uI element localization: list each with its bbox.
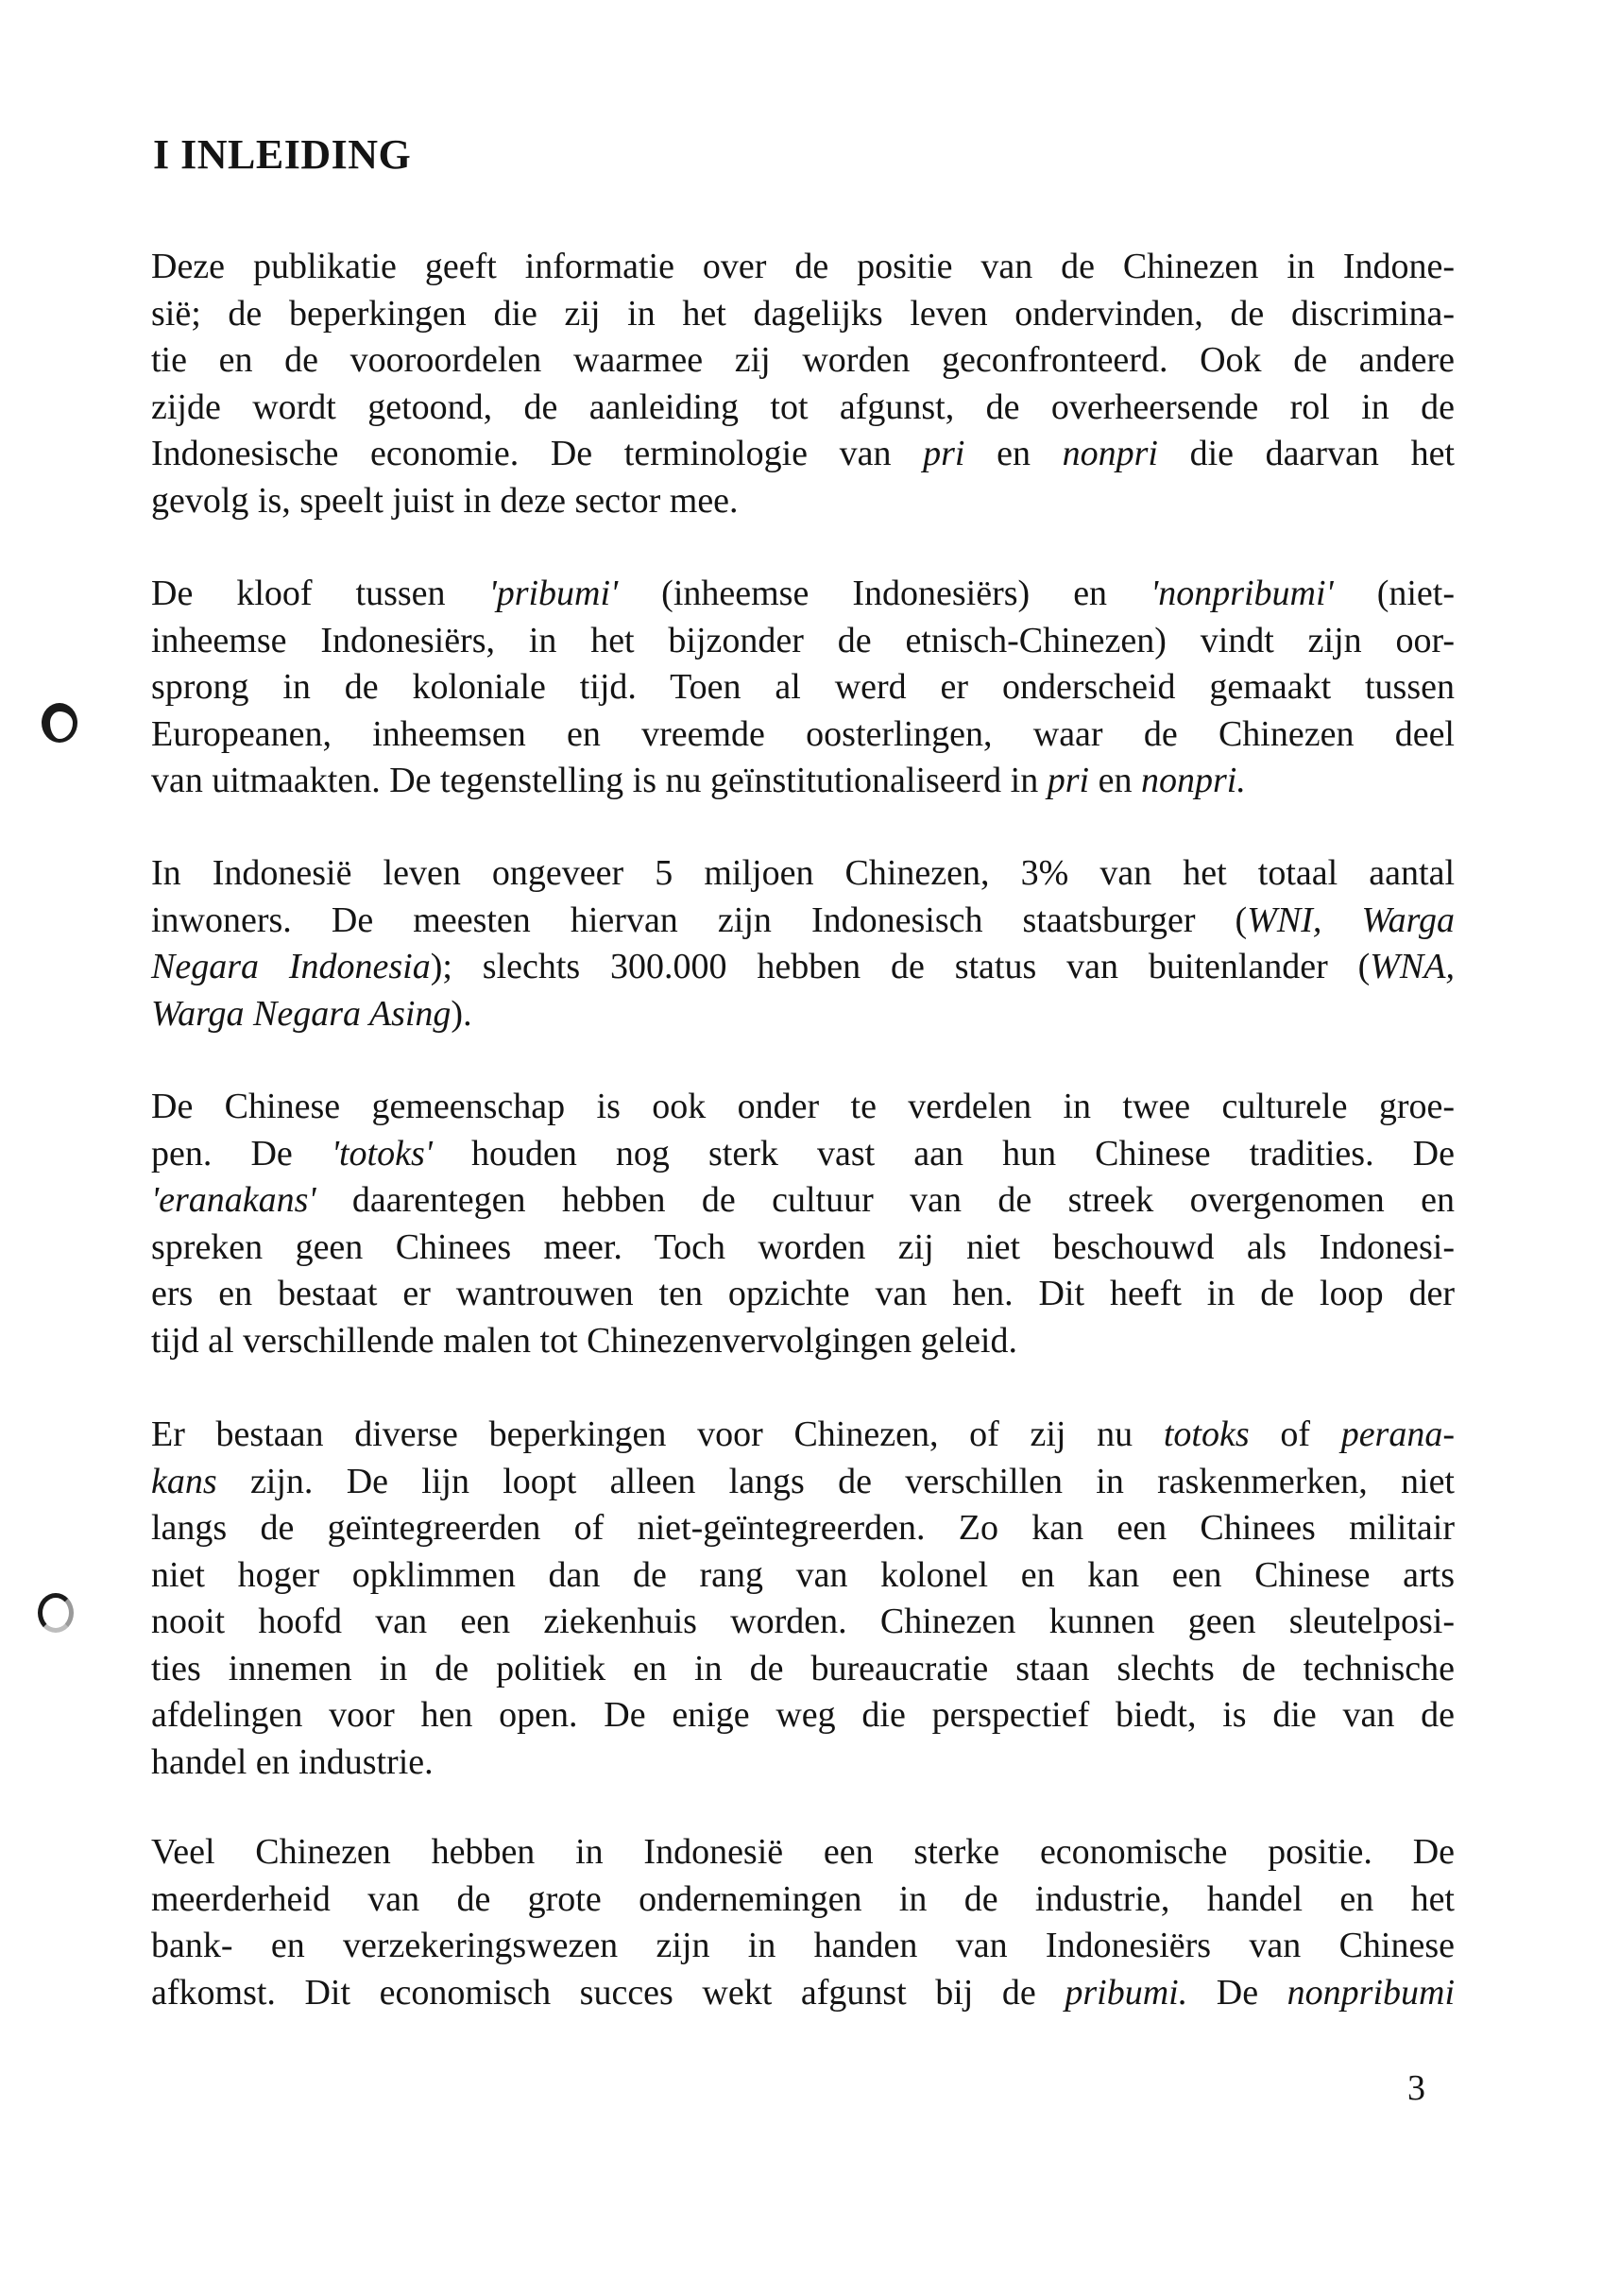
italic-term: kans xyxy=(151,1461,217,1501)
text-run: meerderheid van de grote ondernemingen in de industrie, handel en het xyxy=(151,1878,1455,1919)
text-run: De kloof tussen xyxy=(151,574,489,613)
italic-term: pribumi. xyxy=(1065,1972,1188,2013)
text-line xyxy=(151,478,1455,525)
text-run: Europeanen, inheemsen en vreemde oosterlingen, waar de Chinezen deel xyxy=(151,713,1455,754)
text-run: De xyxy=(1187,1972,1287,2013)
text-line xyxy=(151,337,1455,385)
paragraph xyxy=(151,1084,1455,1364)
italic-term: WNI, Warga xyxy=(1247,900,1455,940)
text-run: pen. De xyxy=(151,1133,332,1174)
text-line xyxy=(151,1505,1455,1552)
text-line xyxy=(151,1970,1455,2017)
text-run: Veel Chinezen hebben in Indonesië een sterke economische positie. De xyxy=(151,1832,1455,1872)
text-line xyxy=(151,711,1455,759)
italic-term: 'nonpribumi' xyxy=(1150,574,1334,613)
text-run: handel en industrie. xyxy=(151,1741,434,1782)
text-run: en xyxy=(1089,761,1141,800)
italic-term: Warga Negara Asing xyxy=(151,993,452,1034)
text-run: (niet- xyxy=(1333,574,1455,613)
text-run: tijd al verschillende malen tot Chinezenvervolgingen geleid. xyxy=(151,1320,1017,1361)
text-run: zijn. De lijn loopt alleen langs de verschillen in raskenmerken, niet xyxy=(216,1461,1455,1501)
text-line xyxy=(151,1318,1455,1365)
italic-term: 'pribumi' xyxy=(488,574,619,613)
text-line xyxy=(151,1876,1455,1924)
text-line xyxy=(151,1225,1455,1272)
text-run: In Indonesië leven ongeveer 5 miljoen Chinezen, 3% van het totaal aantal xyxy=(151,853,1455,893)
text-line xyxy=(151,850,1455,898)
text-run: sprong in de koloniale tijd. Toen al werd er onderscheid gemaakt tussen xyxy=(151,667,1455,707)
text-run: ). xyxy=(451,993,472,1034)
text-line xyxy=(151,898,1455,945)
text-run: afkomst. Dit economisch succes wekt afgunst bij de xyxy=(151,1972,1065,2013)
italic-term: Negara Indonesia xyxy=(151,947,431,986)
text-line xyxy=(151,571,1455,618)
text-line xyxy=(151,991,1455,1038)
italic-term: WNA, xyxy=(1370,947,1455,986)
text-line xyxy=(151,244,1455,291)
text-run: inheemse Indonesiërs, in het bijzonder de etnisch-Chinezen) vindt zijn oor- xyxy=(151,620,1455,660)
paragraph xyxy=(151,1412,1455,1786)
text-line xyxy=(151,1599,1455,1646)
text-line xyxy=(151,1692,1455,1739)
text-line xyxy=(151,1739,1455,1787)
paragraph xyxy=(151,244,1455,524)
text-line xyxy=(151,1829,1455,1876)
text-run: sië; de beperkingen die zij in het dagelijks leven ondervinden, de discrimina- xyxy=(151,293,1455,334)
text-line xyxy=(151,618,1455,665)
paragraph xyxy=(151,850,1455,1037)
paragraph xyxy=(151,1829,1455,2016)
text-run: spreken geen Chinees meer. Toch worden zij niet beschouwd als Indonesi- xyxy=(151,1226,1455,1267)
text-run: Indonesische economie. De terminologie van xyxy=(151,434,924,473)
text-run: of xyxy=(1249,1414,1341,1454)
italic-term: pri xyxy=(923,434,965,473)
text-run: daarentegen hebben de cultuur van de streek overgenomen en xyxy=(315,1180,1455,1220)
text-line xyxy=(151,944,1455,991)
chapter-heading: I INLEIDING xyxy=(153,131,412,178)
text-run: langs de geïntegreerden of niet-geïntegreerden. Zo kan een Chinees militair xyxy=(151,1508,1455,1548)
text-run: (inheemse Indonesiërs) en xyxy=(618,574,1151,613)
italic-term: totoks xyxy=(1163,1414,1250,1454)
text-line xyxy=(151,1646,1455,1693)
text-line xyxy=(151,1412,1455,1459)
italic-term: 'totoks' xyxy=(331,1133,433,1174)
text-run: bank- en verzekeringswezen zijn in handen van Indonesiërs van Chinese xyxy=(151,1926,1455,1965)
text-run: ties innemen in de politiek en in de bureaucratie staan slechts de technische xyxy=(151,1648,1455,1688)
text-run: gevolg is, speelt juist in deze sector mee. xyxy=(151,480,739,521)
italic-term: nonpribumi xyxy=(1287,1972,1456,2013)
italic-term: perana- xyxy=(1340,1414,1455,1454)
text-line xyxy=(151,1271,1455,1318)
text-run: ); slechts 300.000 hebben de status van buitenlander ( xyxy=(430,947,1371,986)
italic-term: pri xyxy=(1047,761,1090,800)
text-run: ers en bestaat er wantrouwen ten opzichte van hen. Dit heeft in de loop der xyxy=(151,1274,1455,1313)
text-line xyxy=(151,1177,1455,1225)
text-line xyxy=(151,1552,1455,1600)
text-run: houden nog sterk vast aan hun Chinese tradities. De xyxy=(432,1133,1455,1174)
text-run: Er bestaan diverse beperkingen voor Chinezen, of zij nu xyxy=(151,1414,1164,1454)
italic-term: nonpri xyxy=(1062,434,1158,473)
paragraph xyxy=(151,571,1455,805)
text-run: zijde wordt getoond, de aanleiding tot afgunst, de overheersende rol in de xyxy=(151,386,1455,427)
italic-term: 'eranakans' xyxy=(151,1180,316,1220)
text-run: Deze publikatie geeft informatie over de positie van de Chinezen in Indone- xyxy=(151,247,1455,286)
text-run: inwoners. De meesten hiervan zijn Indonesisch staatsburger ( xyxy=(151,900,1248,940)
text-run: De Chinese gemeenschap is ook onder te verdelen in twee culturele groe- xyxy=(151,1087,1455,1126)
punch-hole-mark xyxy=(38,1593,74,1633)
text-line xyxy=(151,1131,1455,1178)
text-line xyxy=(151,385,1455,432)
text-line xyxy=(151,664,1455,711)
text-run: en xyxy=(964,434,1063,473)
text-line xyxy=(151,1459,1455,1506)
text-run: afdelingen voor hen open. De enige weg die perspectief biedt, is die van de xyxy=(151,1695,1455,1735)
italic-term: nonpri. xyxy=(1140,761,1246,800)
text-line xyxy=(151,431,1455,478)
text-line xyxy=(151,758,1455,805)
text-run: niet hoger opklimmen dan de rang van kolonel en kan een Chinese arts xyxy=(151,1554,1455,1595)
punch-hole-mark xyxy=(42,703,77,743)
text-run: tie en de vooroordelen waarmee zij worden geconfronteerd. Ook de andere xyxy=(151,340,1455,380)
text-line xyxy=(151,291,1455,338)
text-line xyxy=(151,1084,1455,1131)
page-number: 3 xyxy=(1407,2068,1425,2108)
text-run: die daarvan het xyxy=(1157,434,1455,473)
text-run: nooit hoofd van een ziekenhuis worden. Chinezen kunnen geen sleutelposi- xyxy=(151,1602,1455,1641)
text-line xyxy=(151,1923,1455,1970)
text-run: van uitmaakten. De tegenstelling is nu geïnstitutionaliseerd in xyxy=(151,761,1048,800)
